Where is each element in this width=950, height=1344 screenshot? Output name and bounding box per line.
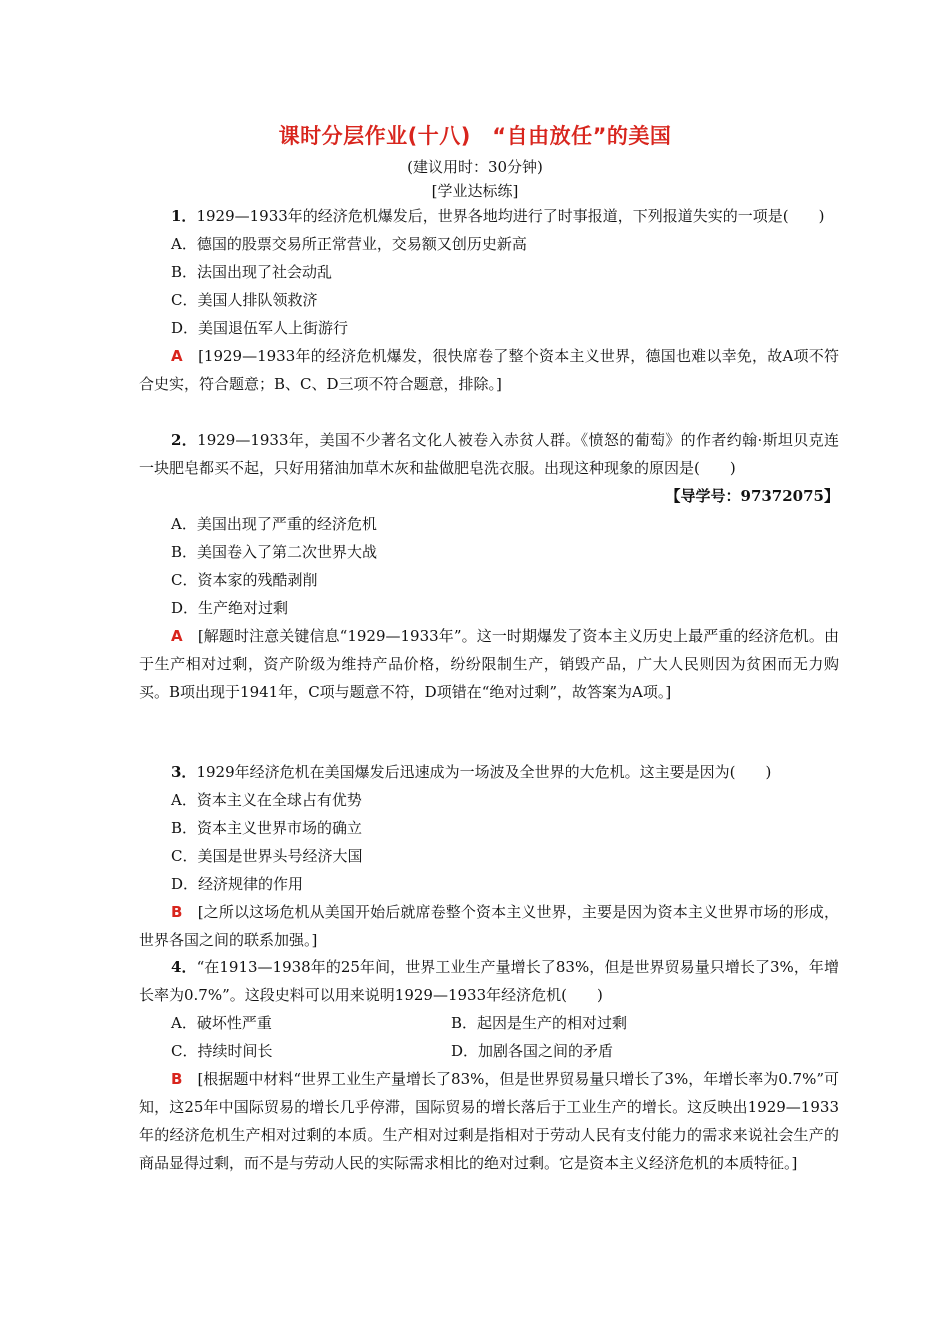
question-2 — [139, 426, 839, 706]
question-3-option-c: C．美国是世界头号经济大国 — [171, 847, 363, 865]
question-2-option-c: C．资本家的残酷剥削 — [171, 571, 318, 589]
question-4-answer — [139, 1065, 839, 1177]
answer-letter: A — [171, 347, 183, 365]
time-note: (建议用时：30分钟) — [407, 158, 543, 176]
answer-explanation: [之所以这场危机从美国开始后就席卷整个资本主义世界，主要是因为资本主义世界市场的形成，世界各国之间的联系加强。] — [139, 903, 839, 949]
question-3-number: 3． — [171, 763, 197, 781]
question-4-options-row-2 — [139, 1037, 839, 1065]
question-4-number: 4． — [171, 958, 197, 976]
question-3-answer — [139, 898, 839, 954]
answer-letter: B — [171, 1070, 183, 1088]
question-2-stem: 2．1929—1933年，美国不少著名文化人被卷入赤贫人群。《愤怒的葡萄》的作者约翰·斯坦贝克连一块肥皂都买不起，只好用猪油加草木灰和盐做肥皂洗衣服。出现这种现象的原因是( ) — [139, 431, 839, 477]
question-4-stem: 4．“在1913—1938年的25年间，世界工业生产量增长了83%，但是世界贸易量只增长了3%，年增长率为0.7%”。这段史料可以用来说明1929—1933年经济危机( ) — [139, 958, 839, 1004]
question-1 — [139, 202, 839, 398]
question-1-option-c: C．美国人排队领救济 — [171, 291, 318, 309]
question-2-number: 2． — [171, 431, 198, 449]
section-label: [学业达标练] — [431, 182, 519, 200]
question-2-option-a: A．美国出现了严重的经济危机 — [171, 515, 377, 533]
question-4-options-row-1 — [139, 1009, 839, 1037]
answer-letter: B — [171, 903, 183, 921]
question-4-option-b: B．起因是生产的相对过剩 — [451, 1014, 628, 1032]
answer-explanation: [根据题中材料“世界工业生产量增长了83%，但是世界贸易量只增长了3%，年增长率为0.7%”可知，这25年中国际贸易的增长几乎停滞，国际贸易的增长落后于工业生产的增长。这反映出1929—1933年的经济危机生产相对过剩的本质。生产相对过剩是指相对于劳动人民有支付能力的需求来说社会生产的商品显得过剩，而不是与劳动人民的实际需求相比的绝对过剩。它是资本主义经济危机的本质特征。] — [139, 1070, 839, 1172]
guide-number: 【导学号：97372075】 — [665, 487, 839, 505]
question-3 — [139, 758, 839, 954]
question-3-option-a: A．资本主义在全球占有优势 — [171, 791, 362, 809]
question-4-option-c: C．持续时间长 — [171, 1042, 273, 1060]
question-1-option-d: D．美国退伍军人上街游行 — [171, 319, 349, 337]
question-3-stem: 3．1929年经济危机在美国爆发后迅速成为一场波及全世界的大危机。这主要是因为( ) — [171, 763, 772, 781]
answer-explanation: [解题时注意关键信息“1929—1933年”。这一时期爆发了资本主义历史上最严重的经济危机。由于生产相对过剩，资产阶级为维持产品价格，纷纷限制生产，销毁产品，广大人民则因为贫困而无力购买。B项出现于1941年，C项与题意不符，D项错在“绝对过剩”，故答案为A项。] — [139, 627, 839, 701]
question-1-answer — [139, 342, 839, 398]
question-4 — [139, 953, 839, 1177]
question-4-option-a: A．破坏性严重 — [171, 1014, 272, 1032]
question-1-option-b: B．法国出现了社会动乱 — [171, 263, 333, 281]
question-4-option-d: D．加剧各国之间的矛盾 — [451, 1042, 614, 1060]
question-1-stem: 1．1929—1933年的经济危机爆发后，世界各地均进行了时事报道，下列报道失实的一项是( ) — [171, 207, 825, 225]
question-2-option-d: D．生产绝对过剩 — [171, 599, 289, 617]
question-2-answer — [139, 622, 839, 706]
question-3-option-d: D．经济规律的作用 — [171, 875, 304, 893]
question-1-number: 1． — [171, 207, 197, 225]
answer-letter: A — [171, 627, 183, 645]
question-3-option-b: B．资本主义世界市场的确立 — [171, 819, 363, 837]
page-title: 课时分层作业(十八) “自由放任”的美国 — [278, 124, 672, 148]
question-1-option-a: A．德国的股票交易所正常营业，交易额又创历史新高 — [171, 235, 527, 253]
answer-explanation: [1929—1933年的经济危机爆发，很快席卷了整个资本主义世界，德国也难以幸免，故A项不符合史实，符合题意；B、C、D三项不符合题意，排除。] — [139, 347, 839, 393]
question-2-option-b: B．美国卷入了第二次世界大战 — [171, 543, 378, 561]
